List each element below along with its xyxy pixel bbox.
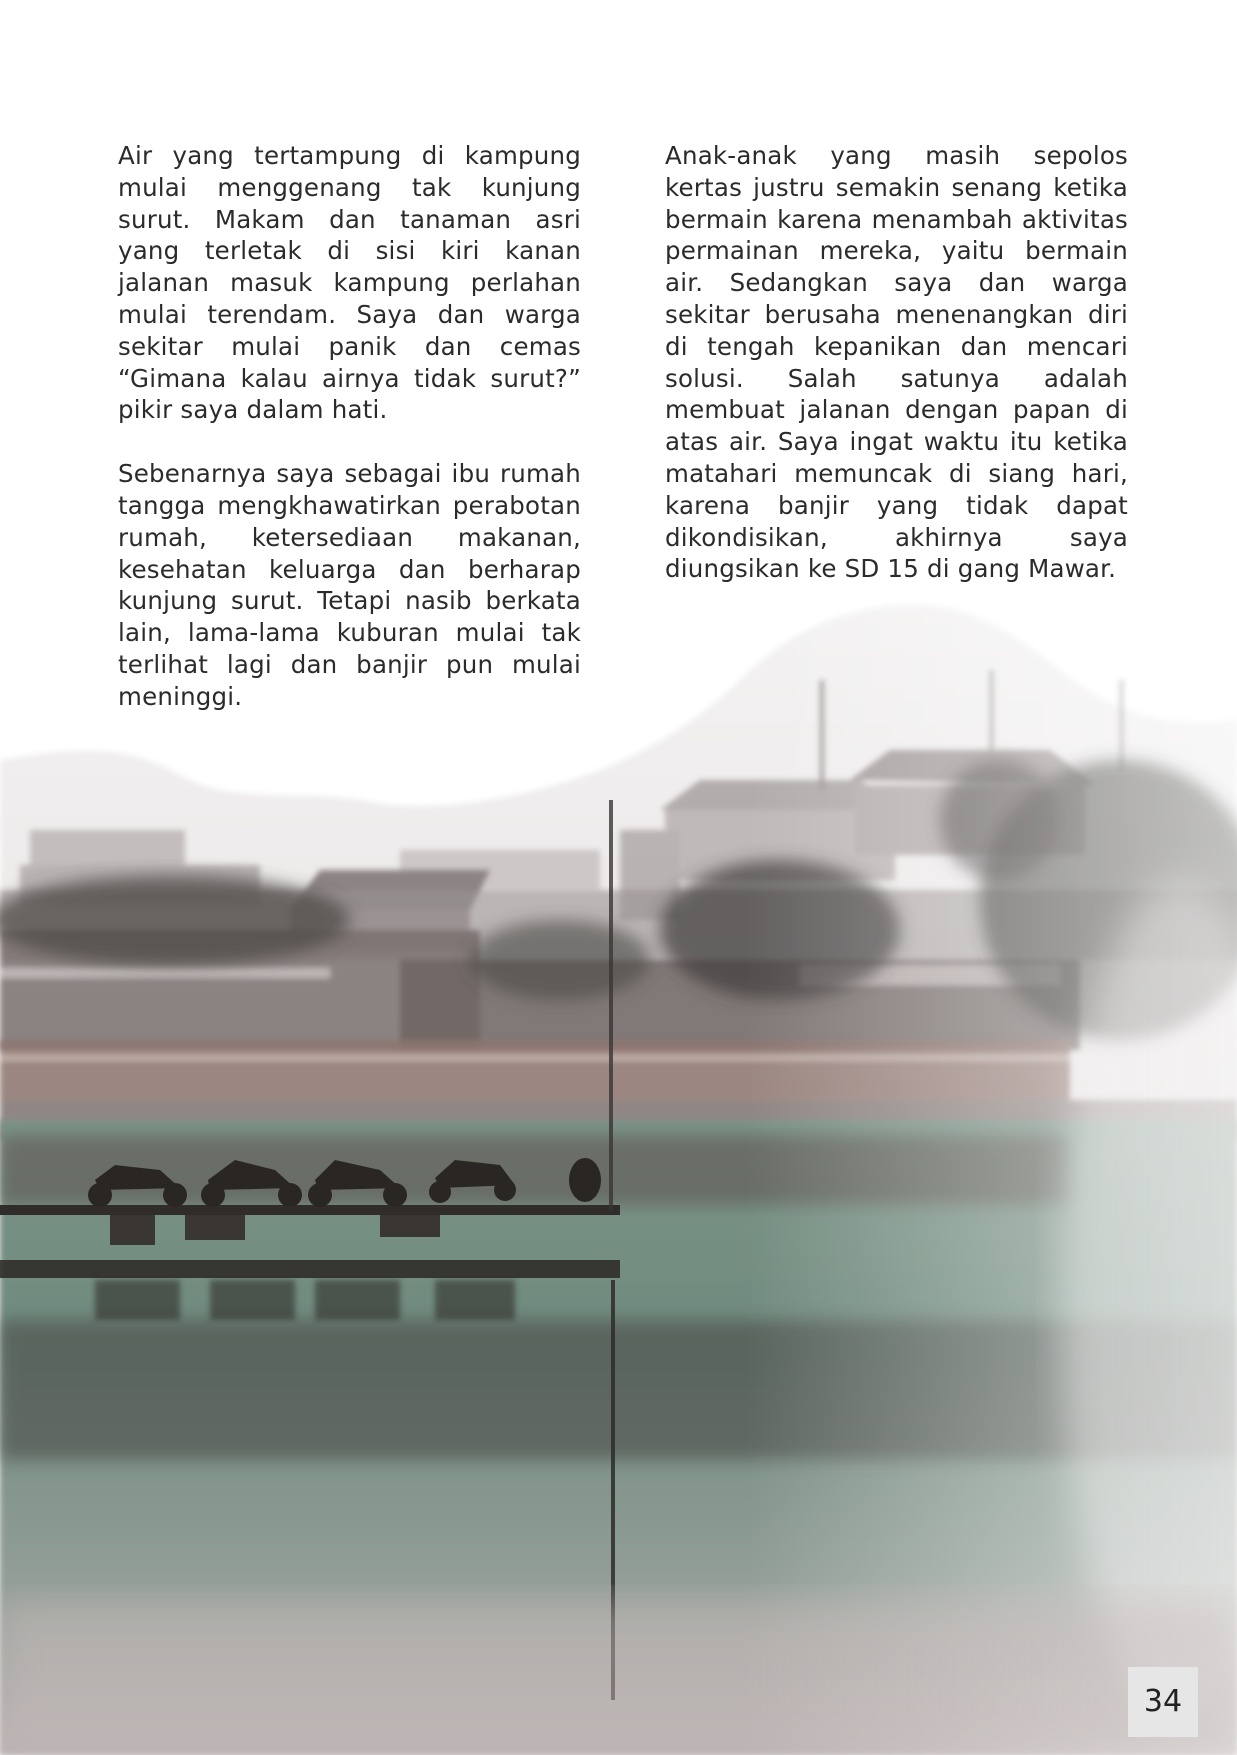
flood-photo	[0, 600, 1237, 1755]
paragraph: Anak-anak yang masih sepolos kertas justru semakin senang ketika bermain karena menambah aktivitas permainan mereka, yaitu bermain air. Sedangkan saya dan warga sekitar berusaha menenangkan diri di tengah kepanikan dan mencari solusi. Salah satunya adalah membuat jalanan dengan papan di atas air. Saya ingat waktu itu ketika matahari memuncak di siang hari, karena banjir yang tidak dapat dikondisikan, akhirnya saya diungsikan ke SD 15 di gang Mawar.	[665, 141, 1128, 584]
page-number: 34	[1128, 1667, 1198, 1737]
text-column-right	[665, 140, 1128, 617]
paragraph: Air yang tertampung di kampung mulai menggenang tak kunjung surut. Makam dan tanaman asri yang terletak di sisi kiri kanan jalanan masuk kampung perlahan mulai terendam. Saya dan warga sekitar mulai panik dan cemas “Gimana kalau airnya tidak surut?” pikir saya dalam hati.	[118, 141, 581, 425]
paragraph: Sebenarnya saya sebagai ibu rumah tangga mengkhawatirkan perabotan rumah, ketersediaan makanan, kesehatan keluarga dan berharap	[118, 459, 581, 584]
